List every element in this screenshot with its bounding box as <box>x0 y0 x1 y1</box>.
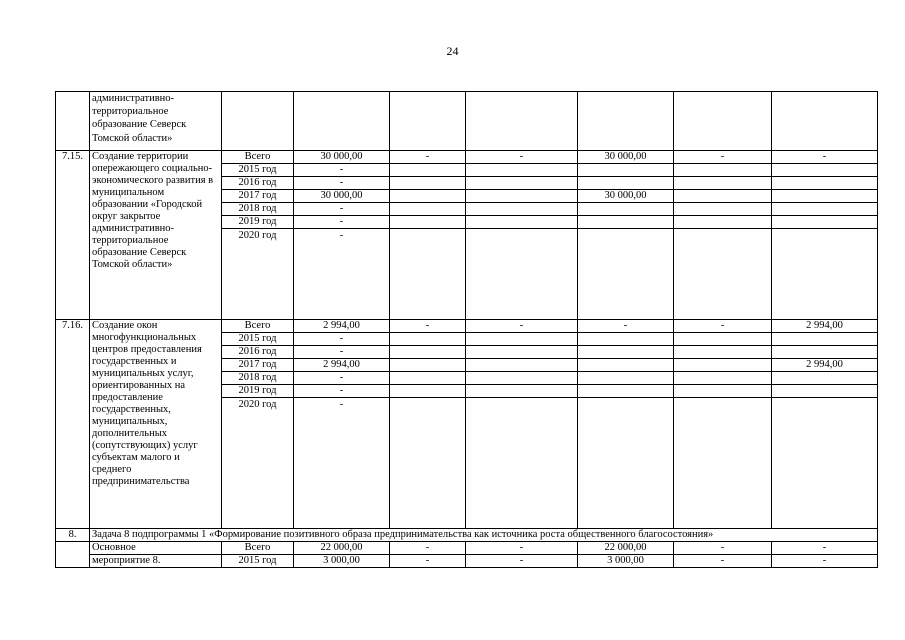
table-row <box>56 542 878 555</box>
year-label: 2019 год <box>222 216 294 229</box>
year-label: 2015 год <box>222 333 294 346</box>
task-title: Задача 8 подпрограммы 1 «Формирование позитивного образа предпринимательства как источника роста общественного благосостояния» <box>90 529 878 542</box>
year-label: 2017 год <box>222 359 294 372</box>
value-cell: - <box>578 320 674 333</box>
table-row <box>56 320 878 333</box>
value-cell: - <box>294 216 390 229</box>
year-label: 2016 год <box>222 177 294 190</box>
value-cell: - <box>674 320 772 333</box>
value-cell: 30 000,00 <box>294 190 390 203</box>
value-cell: 30 000,00 <box>294 151 390 164</box>
value-cell: 2 994,00 <box>294 320 390 333</box>
year-label: 2018 год <box>222 372 294 385</box>
measure-name-line2: мероприятие 8. <box>90 555 222 568</box>
value-cell: - <box>674 542 772 555</box>
measure-name: Создание территории опережающего социально-экономического развития в муниципальном образовании «Городской округ закрытое административно-территориальное образование Северск Томской области» <box>90 151 222 320</box>
value-cell: - <box>390 555 466 568</box>
table-row <box>56 151 878 164</box>
value-cell: - <box>294 229 390 320</box>
value-cell: - <box>466 555 578 568</box>
value-cell: 3 000,00 <box>578 555 674 568</box>
value-cell: - <box>294 164 390 177</box>
year-label: 2020 год <box>222 398 294 529</box>
row-number: 7.16. <box>56 320 90 529</box>
row-number: 8. <box>56 529 90 542</box>
value-cell: 2 994,00 <box>294 359 390 372</box>
value-cell: - <box>772 151 878 164</box>
value-cell: - <box>390 320 466 333</box>
value-cell: - <box>294 333 390 346</box>
value-cell: - <box>674 151 772 164</box>
value-cell: - <box>466 320 578 333</box>
continuation-row <box>56 92 878 151</box>
year-label: 2020 год <box>222 229 294 320</box>
value-cell: - <box>294 177 390 190</box>
year-label: 2018 год <box>222 203 294 216</box>
continuation-name: административно-территориальное образование Северск Томской области» <box>90 92 222 151</box>
value-cell: - <box>772 555 878 568</box>
value-cell: - <box>390 542 466 555</box>
value-cell: 30 000,00 <box>578 151 674 164</box>
value-cell: 30 000,00 <box>578 190 674 203</box>
value-cell: 2 994,00 <box>772 359 878 372</box>
value-cell: 3 000,00 <box>294 555 390 568</box>
value-cell: - <box>294 203 390 216</box>
year-label: Всего <box>222 320 294 333</box>
table-row <box>56 555 878 568</box>
task-row <box>56 529 878 542</box>
value-cell: - <box>674 555 772 568</box>
value-cell: 22 000,00 <box>578 542 674 555</box>
year-label: 2015 год <box>222 555 294 568</box>
year-label: 2016 год <box>222 346 294 359</box>
row-number: 7.15. <box>56 151 90 320</box>
value-cell: - <box>294 372 390 385</box>
year-label: 2019 год <box>222 385 294 398</box>
value-cell: - <box>294 398 390 529</box>
value-cell: - <box>294 346 390 359</box>
year-label: 2017 год <box>222 190 294 203</box>
budget-table <box>55 91 878 568</box>
year-label: Всего <box>222 151 294 164</box>
value-cell: - <box>390 151 466 164</box>
value-cell: - <box>294 385 390 398</box>
value-cell: 22 000,00 <box>294 542 390 555</box>
value-cell: - <box>466 151 578 164</box>
page-number: 24 <box>446 44 459 58</box>
measure-name-line1: Основное <box>90 542 222 555</box>
value-cell: - <box>772 542 878 555</box>
year-label: 2015 год <box>222 164 294 177</box>
value-cell: - <box>466 542 578 555</box>
measure-name: Создание окон многофункциональных центров предоставления государственных и муниципальных услуг, ориентированных на предоставление государственных, муниципальных, дополнительных (сопутствующих) услуг субъектам малого и среднего предпринимательства <box>90 320 222 529</box>
year-label: Всего <box>222 542 294 555</box>
value-cell: 2 994,00 <box>772 320 878 333</box>
